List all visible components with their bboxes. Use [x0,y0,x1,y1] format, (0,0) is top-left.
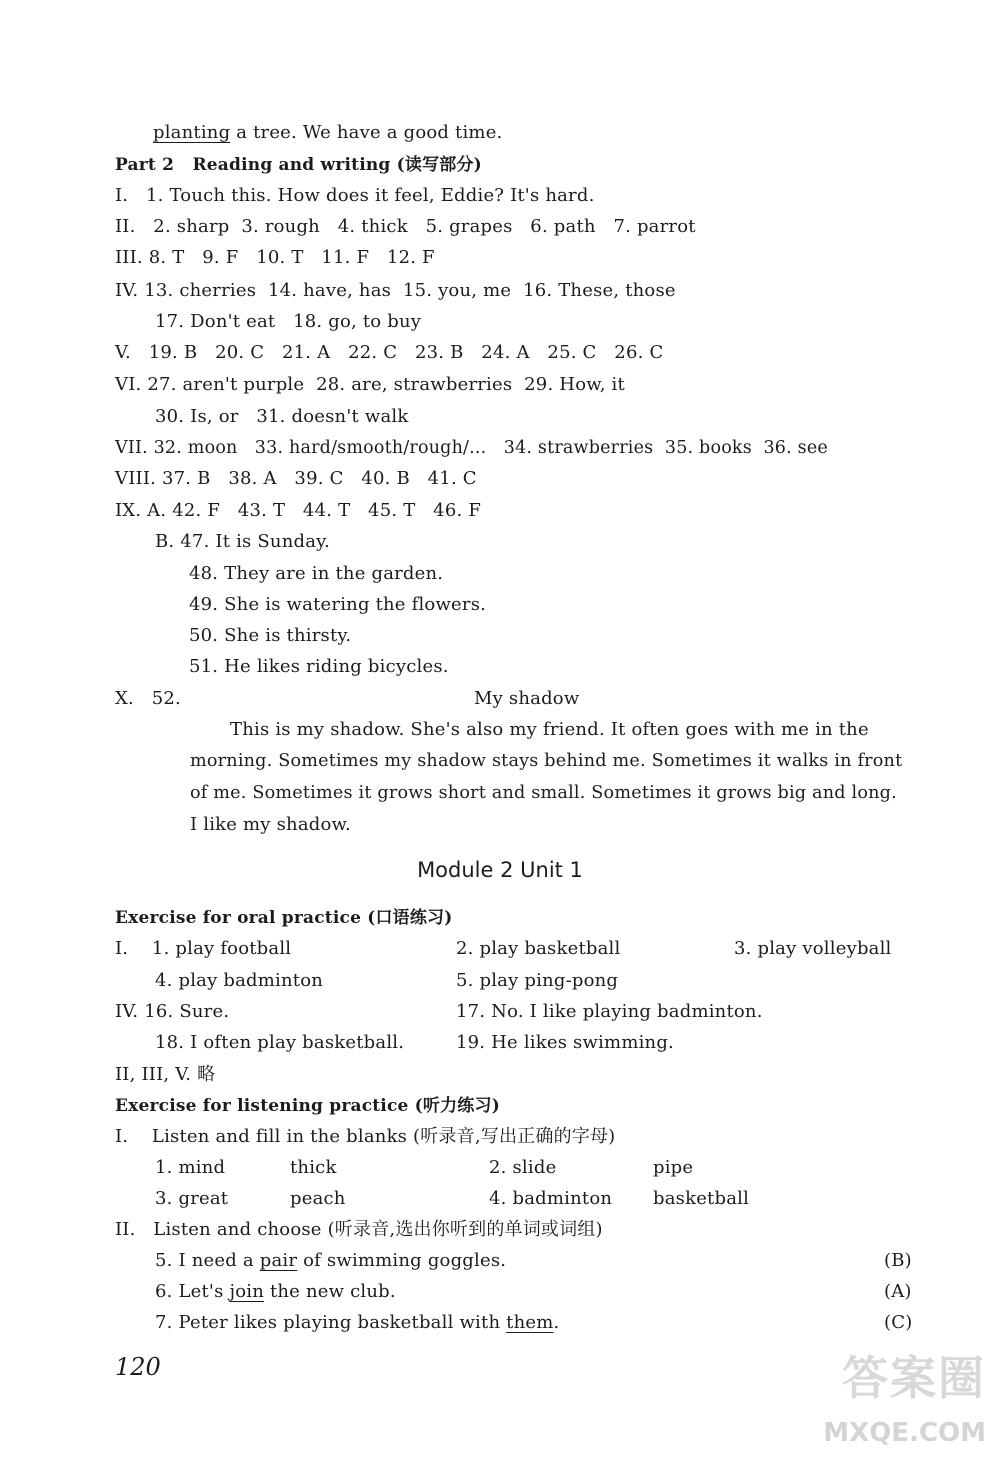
watermark-text: 答案圈 [842,1351,986,1405]
oral-cell: 18. I often play basketball. [155,1032,405,1053]
oral-cell: IV. 16. Sure. [115,1001,230,1022]
answer-line: VI. 27. aren't purple 28. are, strawberries 29. How, it [115,374,625,395]
choose-text: 6. Let's [155,1281,230,1302]
answer-line: I. 1. Touch this. How does it feel, Eddie? It's hard. [115,185,595,206]
choose-text: 5. I need a [155,1250,260,1271]
answer-line: B. 47. It is Sunday. [155,531,331,552]
oral-cell: 2. play basketball [456,938,621,959]
essay-number: X. 52. [115,688,181,709]
listening-part1: I. Listen and fill in the blanks (听录音,写出正确的字母) [115,1126,616,1147]
answer-line: 48. They are in the garden. [189,563,444,584]
answer-line: 17. Don't eat 18. go, to buy [155,311,422,332]
fill-cell: basketball [653,1188,750,1209]
oral-cell: 5. play ping-pong [456,970,619,991]
answer-line: VII. 32. moon 33. hard/smooth/rough/... 34. strawberries 35. books 36. see [115,438,828,458]
intro-underlined-word: planting [153,122,231,143]
intro-line [153,121,502,145]
choose-underlined-word: join [229,1281,265,1302]
answer-line: IX. A. 42. F 43. T 44. T 45. T 46. F [115,500,482,521]
module-title: Module 2 Unit 1 [417,858,583,882]
choose-item [155,1249,506,1273]
answer-line: II. 2. sharp 3. rough 4. thick 5. grapes 6. path 7. parrot [115,216,696,237]
part2-heading: Part 2 Reading and writing (读写部分) [115,155,482,175]
choose-item [155,1280,396,1304]
intro-rest: a tree. We have a good time. [230,122,503,143]
choose-item [155,1311,559,1335]
answer-line: 50. She is thirsty. [189,625,352,646]
fill-cell: peach [290,1188,346,1209]
essay-line: This is my shadow. She's also my friend. It often goes with me in the [230,719,869,740]
oral-cell: 19. He likes swimming. [456,1032,674,1053]
oral-cell: 3. play volleyball [734,938,892,959]
essay-line: morning. Sometimes my shadow stays behind me. Sometimes it walks in front [190,751,903,771]
oral-cell: 4. play badminton [155,970,324,991]
fill-cell: 1. mind [155,1157,226,1178]
fill-cell: thick [290,1157,337,1178]
choose-text: the new club. [264,1281,396,1302]
choose-answer: (A) [884,1281,912,1302]
fill-cell: pipe [653,1157,694,1178]
choose-text: of swimming goggles. [297,1250,507,1271]
listening-heading: Exercise for listening practice (听力练习) [115,1096,500,1116]
essay-line: of me. Sometimes it grows short and small. Sometimes it grows big and long. [190,783,897,803]
answer-line: III. 8. T 9. F 10. T 11. F 12. F [115,247,435,268]
choose-text: 7. Peter likes playing basketball with [155,1312,507,1333]
oral-skipped: II, III, V. 略 [115,1064,216,1085]
choose-text: . [553,1312,560,1333]
choose-answer: (C) [884,1312,913,1333]
watermark-logo [801,1350,986,1448]
oral-cell: 17. No. I like playing badminton. [456,1001,763,1022]
essay-line: I like my shadow. [190,814,351,835]
answer-line: IV. 13. cherries 14. have, has 15. you, me 16. These, those [115,280,676,301]
answer-line: 49. She is watering the flowers. [189,594,487,615]
answer-line: VIII. 37. B 38. A 39. C 40. B 41. C [115,468,477,489]
listening-part2: II. Listen and choose (听录音,选出你听到的单词或词组) [115,1219,603,1240]
oral-cell: I. 1. play football [115,938,292,959]
choose-underlined-word: pair [259,1250,298,1271]
fill-cell: 2. slide [489,1157,557,1178]
fill-cell: 3. great [155,1188,229,1209]
answer-line: 51. He likes riding bicycles. [189,656,449,677]
fill-cell: 4. badminton [489,1188,613,1209]
answer-line: V. 19. B 20. C 21. A 22. C 23. B 24. A 25. C 26. C [115,342,664,363]
watermark-url: MXQE.COM [823,1418,986,1448]
page-number: 120 [115,1353,161,1381]
choose-underlined-word: them [506,1312,554,1333]
choose-answer: (B) [884,1250,912,1271]
essay-title: My shadow [474,688,580,709]
answer-line: 30. Is, or 31. doesn't walk [155,406,409,427]
oral-heading: Exercise for oral practice (口语练习) [115,908,453,928]
